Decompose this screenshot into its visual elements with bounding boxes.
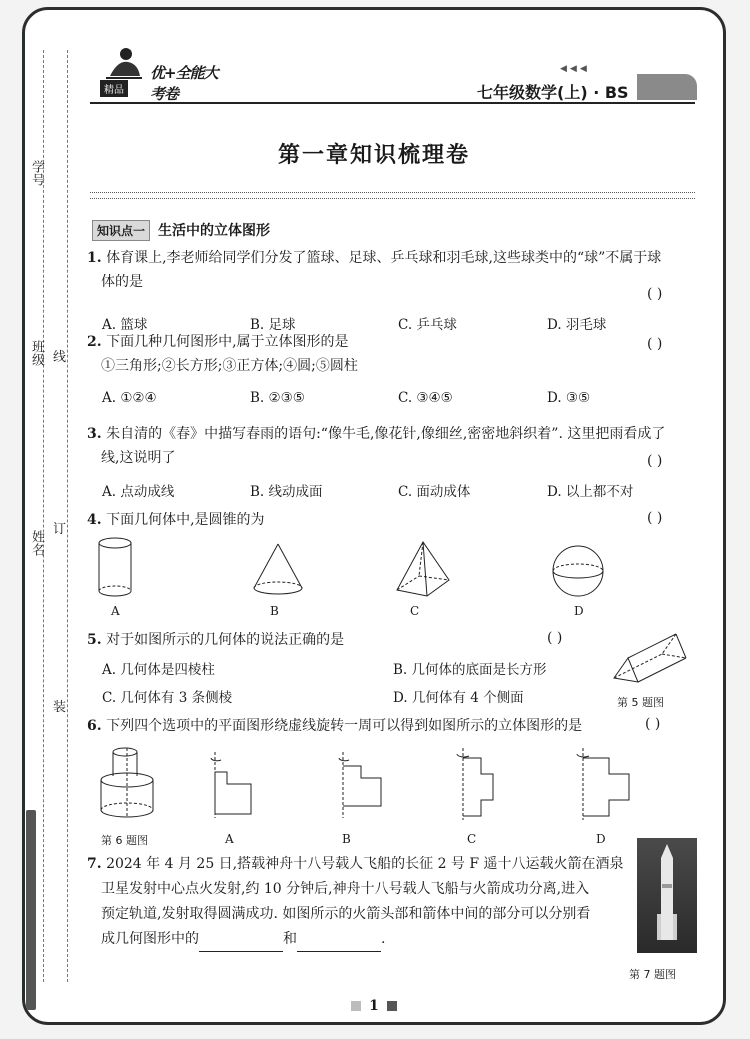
option-b[interactable]: B. 几何体的底面是长方形: [393, 662, 547, 678]
binding-line: [67, 50, 69, 982]
question-number: 1.: [87, 250, 102, 266]
option-d[interactable]: D. 羽毛球: [547, 317, 607, 333]
question-number: 4.: [87, 512, 102, 528]
option-d[interactable]: D. 几何体有 4 个侧面: [393, 690, 524, 706]
margin-label-class: 班级: [29, 340, 44, 366]
option-d[interactable]: D. 以上都不对: [547, 484, 634, 500]
question-text: 朱自清的《春》中描写春雨的语句:“像牛毛,像花针,像细丝,密密地斜织着”. 这里把雨看成了: [106, 426, 666, 442]
figure-label-a: A: [225, 832, 234, 846]
option-a[interactable]: A. 篮球: [102, 317, 148, 333]
option-a[interactable]: A. 点动成线: [102, 484, 175, 500]
question-2: [87, 330, 707, 378]
question-text: 预定轨道,发射取得圆满成功. 如图所示的火箭头部和箭体中间的部分可以分别看: [101, 906, 591, 922]
question-text: 2024 年 4 月 25 日,搭载神舟十八号载人飞船的长征 2 号 F 遥十八运载火箭在酒泉: [106, 856, 624, 872]
title-divider: [90, 192, 695, 199]
figure-label-b: B: [270, 604, 279, 618]
figure-label-a: A: [111, 604, 120, 618]
option-a[interactable]: A. ①②④: [102, 390, 157, 406]
figure-label-c: C: [410, 604, 420, 618]
question-text: 线,这说明了: [101, 450, 176, 466]
question-number: 5.: [87, 632, 102, 648]
question-number: 6.: [87, 718, 102, 734]
rocket-photo: [637, 838, 697, 953]
logo-text: 优+全能大考卷: [150, 64, 218, 103]
page-number: [25, 998, 723, 1014]
option-a[interactable]: A. 几何体是四棱柱: [102, 662, 215, 678]
subject-label: 七年级数学(上) · BS: [477, 83, 629, 102]
question-6: [87, 714, 582, 738]
answer-paren[interactable]: ( ): [547, 630, 563, 646]
knowledge-point-title: 生活中的立体图形: [158, 223, 271, 239]
question-number: 3.: [87, 426, 102, 442]
question-number: 7.: [87, 856, 102, 872]
option-d[interactable]: D. ③⑤: [547, 390, 591, 406]
question-text: 和: [283, 931, 297, 947]
option-a-shape: [207, 748, 257, 820]
option-c-shape: [453, 744, 503, 824]
figure-label-d: D: [574, 604, 584, 618]
question-4: [87, 508, 265, 532]
cone-figure: [250, 542, 306, 598]
page-frame: [22, 7, 726, 1025]
figure-caption-q6: 第 6 题图: [101, 834, 148, 847]
figure-label-b: B: [342, 832, 351, 846]
side-tab: [26, 810, 36, 1010]
page-number-text: 1: [369, 998, 379, 1014]
page-title: 第一章知识梳理卷: [277, 142, 470, 168]
figure-label-c: C: [467, 832, 477, 846]
stacked-cylinders-figure: [97, 744, 167, 824]
question-text: 成几何图形中的: [101, 931, 199, 947]
question-text: ①三角形;②长方形;③正方体;④圆;⑤圆柱: [101, 358, 358, 374]
question-7: [87, 852, 632, 952]
question-text: 卫星发射中心点火发射,约 10 分钟后,神舟十八号载人飞船与火箭成功分离,进入: [101, 881, 590, 897]
option-b[interactable]: B. 线动成面: [250, 484, 323, 500]
question-text: 下面几种几何图形中,属于立体图形的是: [106, 334, 349, 350]
logo-figure-icon: [104, 46, 144, 80]
option-c[interactable]: C. ③④⑤: [398, 390, 453, 406]
margin-label-line: 线: [53, 350, 67, 365]
margin-label-student-id: 学号: [29, 160, 44, 186]
subject-tab: [637, 74, 697, 100]
answer-blank-2[interactable]: [297, 937, 381, 952]
question-3: [87, 422, 712, 470]
figure-caption-q7: 第 7 题图: [629, 968, 676, 981]
knowledge-point-badge: 知识点一: [92, 220, 150, 241]
option-b[interactable]: B. ②③⑤: [250, 390, 305, 406]
cylinder-figure: [93, 535, 137, 601]
question-text: 对于如图所示的几何体的说法正确的是: [106, 632, 345, 648]
option-b[interactable]: B. 足球: [250, 317, 296, 333]
page-marker-left-icon: [351, 1001, 361, 1011]
answer-paren[interactable]: ( ): [647, 336, 663, 352]
question-text: .: [381, 931, 386, 947]
question-text: 下面几何体中,是圆锥的为: [106, 512, 265, 528]
answer-paren[interactable]: ( ): [647, 510, 663, 526]
answer-paren[interactable]: ( ): [647, 286, 663, 302]
option-c[interactable]: C. 几何体有 3 条侧棱: [102, 690, 233, 706]
question-number: 2.: [87, 334, 102, 350]
question-text: 体的是: [101, 274, 143, 290]
answer-paren[interactable]: ( ): [645, 716, 661, 732]
logo-badge: 精品: [100, 80, 128, 97]
triangular-prism-figure: [610, 628, 700, 688]
question-text: 体育课上,李老师给同学们分发了篮球、足球、乒乓球和羽毛球,这些球类中的“球”不属于球: [106, 250, 662, 266]
option-c[interactable]: C. 乒乓球: [398, 317, 457, 333]
question-text: 下列四个选项中的平面图形绕虚线旋转一周可以得到如图所示的立体图形的是: [106, 718, 583, 734]
rocket-icon: [655, 844, 679, 948]
figure-caption-q5: 第 5 题图: [617, 696, 664, 709]
decorative-arrows-icon: ◀◀◀: [560, 64, 590, 74]
option-b-shape: [325, 748, 385, 820]
question-1: [87, 246, 707, 294]
header-rule: [90, 102, 695, 104]
answer-paren[interactable]: ( ): [647, 453, 663, 469]
pyramid-figure: [393, 540, 453, 600]
question-5: [87, 628, 344, 652]
answer-blank-1[interactable]: [199, 937, 283, 952]
sphere-figure: [551, 544, 605, 598]
page-marker-right-icon: [387, 1001, 397, 1011]
binding-line: [43, 50, 45, 982]
figure-label-d: D: [596, 832, 606, 846]
margin-label-bind: 订: [53, 522, 67, 537]
option-c[interactable]: C. 面动成体: [398, 484, 471, 500]
margin-label-mount: 装: [53, 700, 67, 715]
publisher-logo: [90, 44, 230, 103]
knowledge-point-heading: [92, 220, 270, 241]
option-d-shape: [571, 744, 641, 824]
margin-label-name: 姓名: [29, 530, 44, 556]
